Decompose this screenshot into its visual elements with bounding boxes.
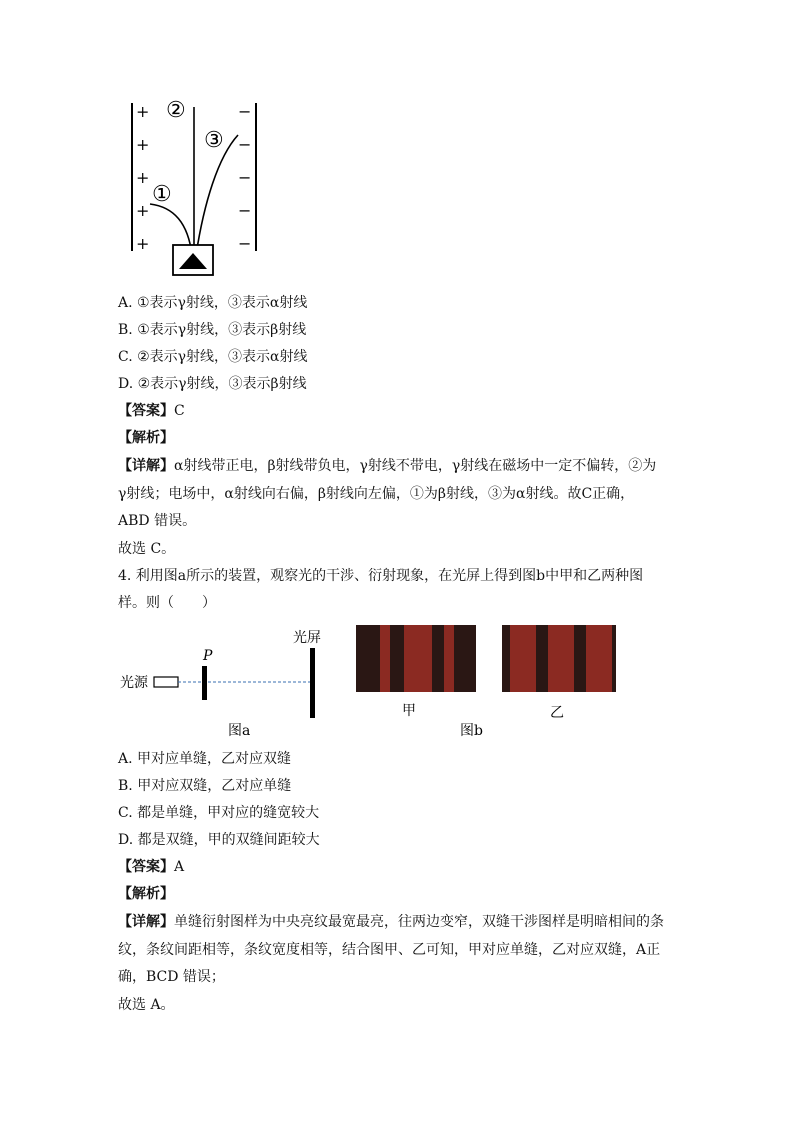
q3-analysis-tag: 【解析】 bbox=[118, 430, 174, 446]
minus-sign: − bbox=[238, 234, 252, 253]
answer-value: C bbox=[174, 403, 185, 419]
ray-3-path bbox=[196, 135, 238, 255]
figure-b-caption: 图b bbox=[460, 723, 483, 739]
q3-option-b: B. ①表示γ射线，③表示β射线 bbox=[118, 322, 307, 338]
detail-text: 单缝衍射图样为中央亮纹最宽最亮，往两边变窄，双缝干涉图样是明暗相间的条 bbox=[174, 914, 664, 930]
plus-sign: + bbox=[136, 234, 150, 253]
minus-sign: − bbox=[238, 201, 252, 220]
q3-detail-line-2: γ射线；电场中，α射线向右偏，β射线向左偏，①为β射线，③为α射线。故C正确， bbox=[118, 486, 635, 502]
plus-sign: + bbox=[136, 201, 150, 220]
bright-fringe bbox=[586, 625, 612, 692]
dark-fringe bbox=[390, 625, 404, 692]
q3-option-d: D. ②表示γ射线，③表示β射线 bbox=[118, 376, 307, 392]
q4-stem-line-2: 样。则（ ） bbox=[118, 595, 216, 611]
light-source-label: 光源 bbox=[120, 675, 148, 691]
slit-p bbox=[202, 666, 207, 700]
answer-value: A bbox=[174, 859, 185, 875]
q3-option-c: C. ②表示γ射线，③表示α射线 bbox=[118, 349, 308, 365]
q4-conclusion: 故选 A。 bbox=[118, 997, 175, 1013]
q3-option-a: A. ①表示γ射线，③表示α射线 bbox=[118, 295, 308, 311]
light-screen bbox=[310, 648, 315, 718]
q4-analysis-tag: 【解析】 bbox=[118, 886, 174, 902]
q3-detail-line-3: ABD 错误。 bbox=[118, 513, 197, 529]
q4-detail-line-2: 纹，条纹间距相等，条纹宽度相等，结合图甲、乙可知，甲对应单缝，乙对应双缝，A正 bbox=[118, 942, 661, 958]
ray-label-2: ② bbox=[166, 98, 186, 123]
pattern-yi bbox=[502, 625, 616, 692]
q4-detail-line-3: 确，BCD 错误； bbox=[118, 969, 225, 985]
q4-option-a: A. 甲对应单缝，乙对应双缝 bbox=[118, 751, 292, 767]
p-label: P bbox=[203, 648, 213, 664]
answer-tag: 【答案】 bbox=[118, 403, 174, 419]
dark-fringe bbox=[356, 625, 380, 692]
q3-answer bbox=[118, 401, 185, 421]
figure-b-patterns bbox=[354, 622, 624, 742]
detail-tag: 【详解】 bbox=[118, 914, 174, 930]
minus-sign: − bbox=[238, 168, 252, 187]
q3-detail-line-1 bbox=[118, 456, 656, 476]
light-source bbox=[154, 677, 178, 687]
q4-option-b: B. 甲对应双缝，乙对应单缝 bbox=[118, 778, 292, 794]
dark-fringe bbox=[536, 625, 548, 692]
q4-detail-line-1 bbox=[118, 912, 664, 932]
dark-fringe bbox=[574, 625, 586, 692]
dark-fringe bbox=[502, 625, 510, 692]
detail-tag: 【详解】 bbox=[118, 458, 174, 474]
bright-fringe bbox=[548, 625, 574, 692]
dark-fringe bbox=[454, 625, 476, 692]
ray-label-3: ③ bbox=[204, 128, 224, 153]
q4-option-d: D. 都是双缝，甲的双缝间距较大 bbox=[118, 832, 320, 848]
bright-fringe bbox=[404, 625, 432, 692]
minus-sign: − bbox=[238, 102, 252, 121]
figure-a-caption: 图a bbox=[228, 723, 251, 739]
figure-a-apparatus bbox=[118, 622, 348, 742]
detail-text: α射线带正电，β射线带负电，γ射线不带电，γ射线在磁场中一定不偏转，②为 bbox=[174, 458, 657, 474]
pattern-jia bbox=[356, 625, 476, 692]
q3-conclusion: 故选 C。 bbox=[118, 541, 176, 557]
dark-fringe bbox=[432, 625, 444, 692]
q4-answer bbox=[118, 857, 184, 877]
radiation-field-figure bbox=[118, 95, 268, 280]
ray-label-1: ① bbox=[152, 182, 172, 207]
plus-sign: + bbox=[136, 168, 150, 187]
q4-stem-line-1: 4. 利用图a所示的装置，观察光的干涉、衍射现象，在光屏上得到图b中甲和乙两种图 bbox=[118, 568, 644, 584]
bright-fringe bbox=[444, 625, 454, 692]
yi-label: 乙 bbox=[550, 705, 564, 721]
dark-fringe bbox=[612, 625, 616, 692]
bright-fringe bbox=[510, 625, 536, 692]
plus-sign: + bbox=[136, 102, 150, 121]
q4-option-c: C. 都是单缝，甲对应的缝宽较大 bbox=[118, 805, 320, 821]
minus-sign: − bbox=[238, 135, 252, 154]
screen-label: 光屏 bbox=[293, 630, 321, 646]
jia-label: 甲 bbox=[402, 703, 416, 719]
plus-sign: + bbox=[136, 135, 150, 154]
bright-fringe bbox=[380, 625, 390, 692]
answer-tag: 【答案】 bbox=[118, 859, 174, 875]
